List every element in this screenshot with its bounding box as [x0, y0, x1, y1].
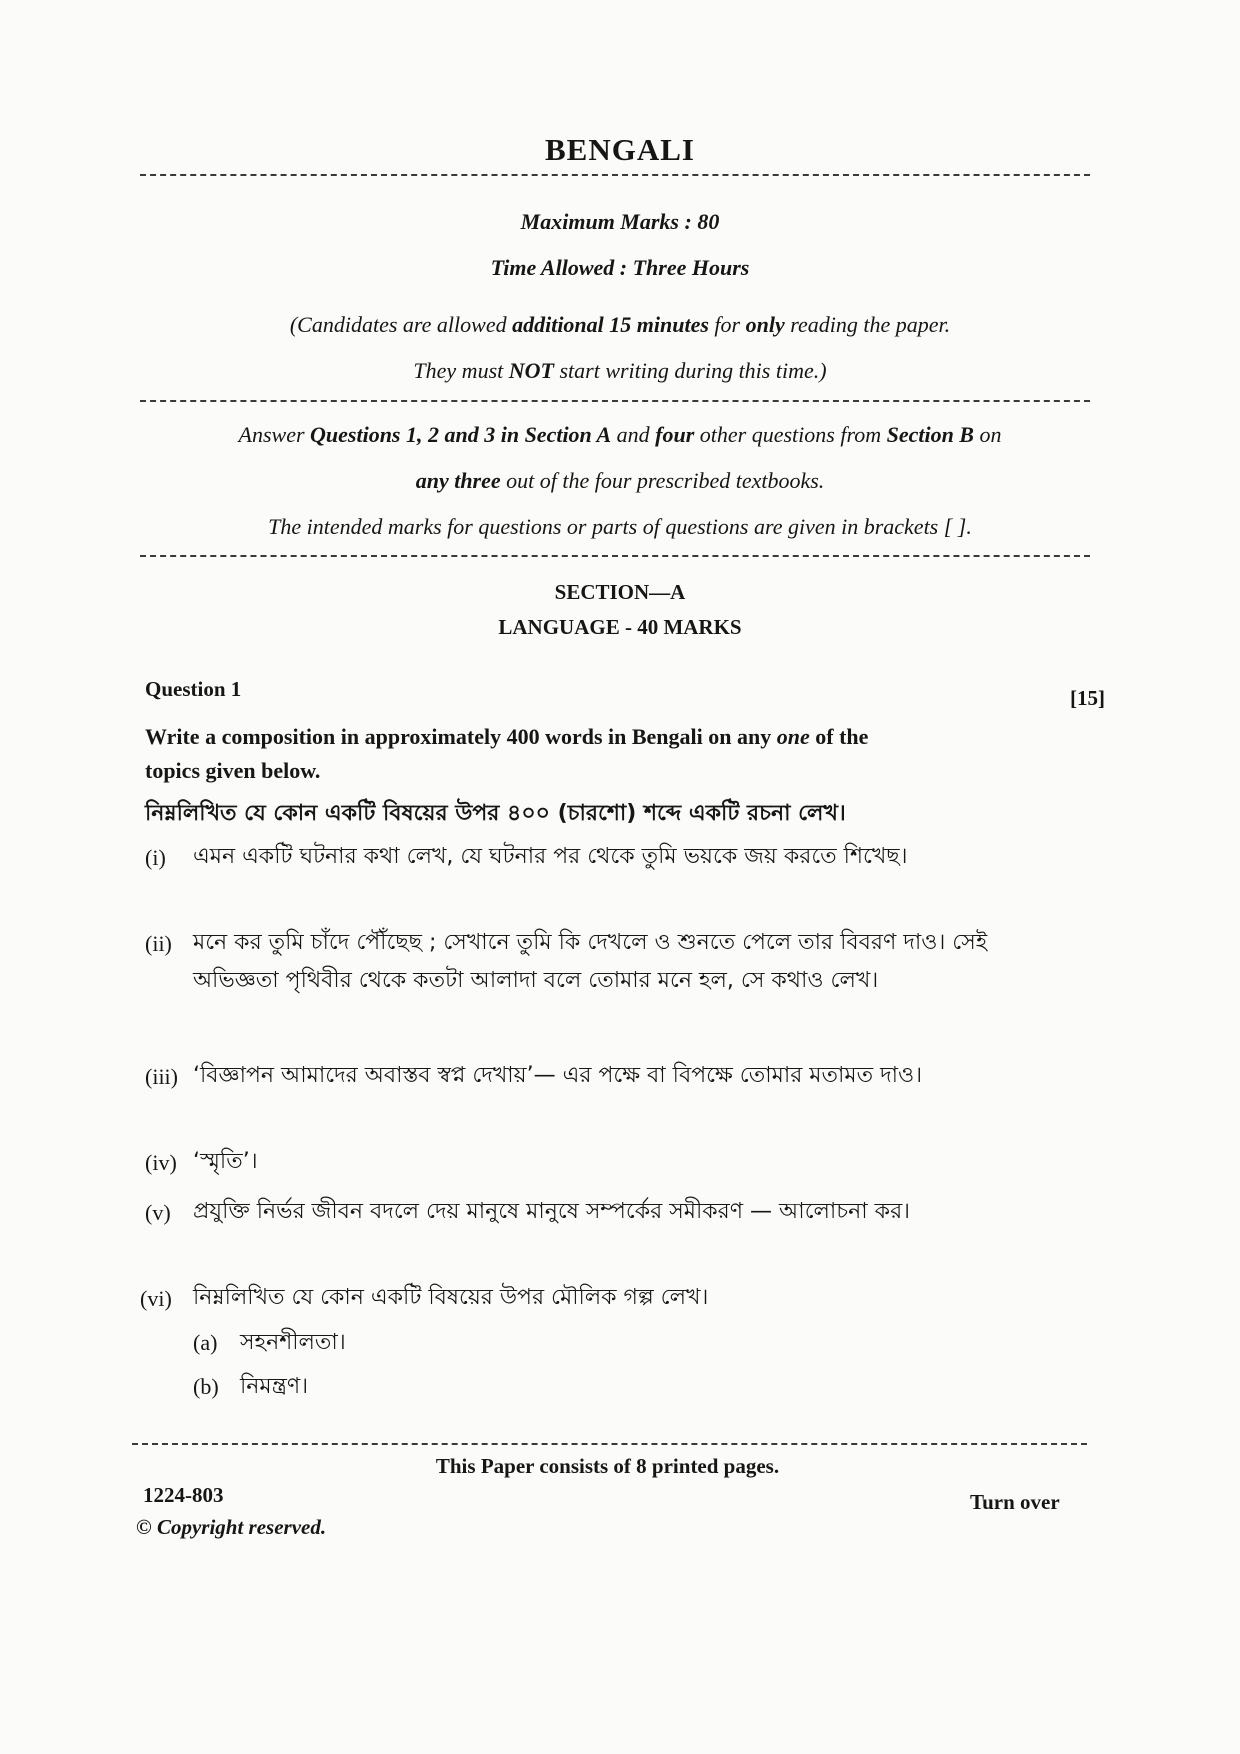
divider-2: [140, 400, 1090, 402]
option-text: ‘স্মৃতি’।: [193, 1149, 258, 1174]
option-number: (i): [145, 845, 166, 870]
subject-title: BENGALI: [545, 132, 695, 167]
instruction-emphasis: one: [776, 724, 810, 749]
instruction-text: other questions from: [694, 422, 887, 447]
reading-note-text: They must: [413, 358, 509, 383]
question-label: Question 1: [145, 677, 242, 701]
sub-option-text: নিমন্ত্রণ।: [240, 1374, 309, 1399]
instruction-text: out of the four prescribed textbooks.: [500, 468, 825, 493]
option-number: (v): [145, 1200, 171, 1225]
instruction-emphasis: Questions 1, 2 and 3 in Section A: [310, 422, 612, 447]
section-name: SECTION—A: [554, 580, 686, 604]
divider-3: [140, 555, 1090, 557]
instruction-text: Answer: [238, 422, 311, 447]
divider-footer: [132, 1443, 1087, 1445]
instruction-emphasis: four: [655, 422, 695, 447]
turn-over: Turn over: [970, 1490, 1060, 1514]
paper-code: 1224-803: [143, 1483, 224, 1507]
reading-note-emphasis: only: [745, 312, 785, 337]
copyright-notice: © Copyright reserved.: [136, 1515, 327, 1539]
sub-option-number: (b): [193, 1374, 219, 1399]
instruction-line-3: The intended marks for questions or parts of questions are given in brackets [ ].: [268, 514, 972, 539]
option-number: (ii): [145, 931, 172, 956]
instruction-text: on: [973, 422, 1002, 447]
option-number: (vi): [140, 1286, 172, 1311]
question-instruction-en: [145, 720, 1038, 788]
option-text: নিম্নলিখিত যে কোন একটি বিষয়ের উপর মৌলিক গল্প লেখ।: [193, 1285, 709, 1310]
instruction-line-1: [0, 422, 1240, 448]
option-number: (iv): [145, 1150, 177, 1175]
instruction-text: Write a composition in approximately 400 words in Bengali on any: [145, 724, 777, 749]
sub-option-number: (a): [193, 1330, 218, 1355]
instruction-emphasis: any three: [415, 468, 501, 493]
instruction-text: topics given below.: [145, 758, 321, 783]
option-number: (iii): [145, 1064, 178, 1089]
time-allowed: Time Allowed : Three Hours: [490, 255, 750, 280]
reading-note-text: start writing during this time.): [553, 358, 827, 383]
sub-option-text: সহনশীলতা।: [240, 1330, 346, 1355]
reading-note-line-1: [0, 312, 1240, 338]
reading-note-text: reading the paper.: [784, 312, 951, 337]
section-subtitle: LANGUAGE - 40 MARKS: [498, 615, 742, 639]
max-marks: Maximum Marks : 80: [520, 209, 720, 234]
reading-note-line-2: [0, 358, 1240, 384]
option-text: প্রযুক্তি নির্ভর জীবন বদলে দেয় মানুষে মানুষে সম্পর্কের সমীকরণ — আলোচনা কর।: [193, 1199, 911, 1224]
question-marks: [15]: [1070, 686, 1105, 710]
option-text: মনে কর তুমি চাঁদে পৌঁছেছ ; সেখানে তুমি কি দেখলে ও শুনতে পেলে তার বিবরণ দাও। সেই অভিজ্ঞতা পৃথিবীর থেকে কতটা আলাদা বলে তোমার মনে হল, সে কথাও লেখ।: [193, 930, 988, 993]
reading-note-text: (Candidates are allowed: [289, 312, 513, 337]
reading-note-text: for: [708, 312, 746, 337]
divider-top: [140, 174, 1090, 176]
instruction-emphasis: Section B: [886, 422, 974, 447]
question-instruction-bn: নিম্নলিখিত যে কোন একটি বিষয়ের উপর ৪০০ (চারশো) শব্দে একটি রচনা লেখ।: [145, 801, 846, 826]
instruction-text: and: [611, 422, 656, 447]
reading-note-emphasis: NOT: [508, 358, 554, 383]
instruction-line-2: [0, 468, 1240, 494]
option-text: এমন একটি ঘটনার কথা লেখ, যে ঘটনার পর থেকে তুমি ভয়কে জয় করতে শিখেছ।: [193, 844, 908, 869]
page-count-note: This Paper consists of 8 printed pages.: [435, 1454, 780, 1478]
reading-note-emphasis: additional 15 minutes: [512, 312, 709, 337]
option-text: ‘বিজ্ঞাপন আমাদের অবাস্তব স্বপ্ন দেখায়’— এর পক্ষে বা বিপক্ষে তোমার মতামত দাও।: [193, 1063, 923, 1088]
instruction-text: of the: [809, 724, 869, 749]
